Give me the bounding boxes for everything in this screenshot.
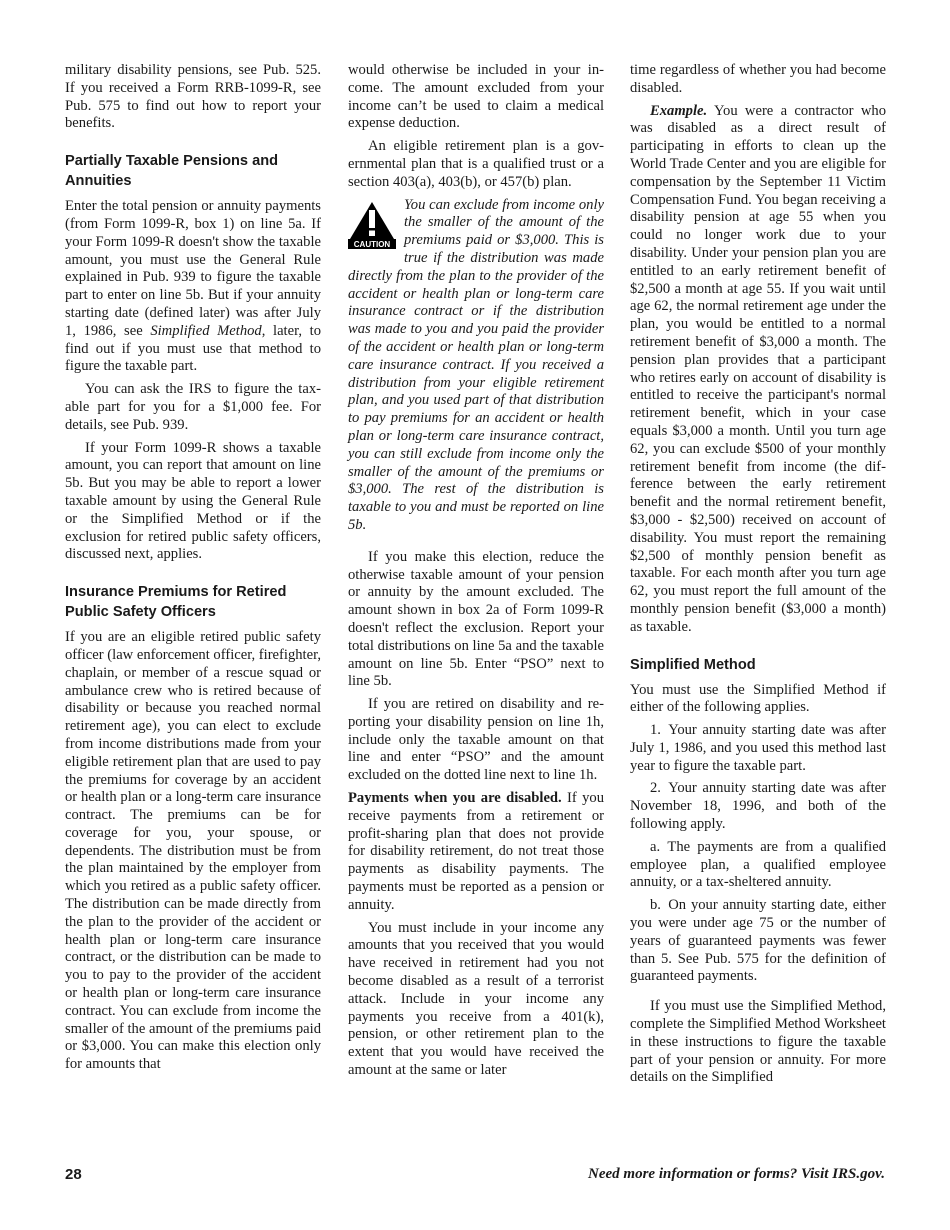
paragraph: If you are retired on disability and reporting your disability pension on line 1h, include only the taxable amount on that line and enter “PSO” and the amount excluded on the dotted line next to line 1h. [348, 696, 604, 784]
paragraph: If your Form 1099-R shows a taxable amount, you can report that amount on line 5b. But you may be able to report a lower taxable amount by using the General Rule or the Simplified Method or if the exclusion for retired public safety officers, discussed next, applies. [65, 439, 321, 563]
paragraph [348, 790, 604, 915]
text: If you receive payments from a retirement or profit-sharing plan that does not provide for disability retirement, do not treat those payments as disability payments. The payments must be reported as a pension or annuity. [348, 790, 604, 913]
caution-icon [348, 201, 396, 249]
paragraph [630, 103, 886, 637]
column-2 [348, 62, 604, 1085]
text: , later, to find out if you must use that method to figure the taxable part. [65, 322, 321, 375]
heading-simplified-method: Simplified Method [630, 656, 756, 673]
footer-note: Need more information or forms? Visit IRS.gov. [588, 1166, 885, 1182]
paragraph: If you must use the Simplified Method, complete the Simplified Method Worksheet in these instructions to figure the taxable part of your pension or annuity. For more details on the Simplified [630, 998, 886, 1086]
column-1 [65, 62, 321, 1079]
caution-box [348, 197, 604, 535]
runin-heading-disabled: Payments when you are disabled. [348, 790, 562, 807]
list-item: a. The payments are from a qualified employee plan, a qualified employee annuity, or a tax-sheltered annuity. [630, 838, 886, 891]
list-item: 2. Your annuity starting date was after November 18, 1996, and both of the following apply. [630, 780, 886, 833]
runin-heading-example: Example. [650, 102, 708, 119]
text: You were a contractor who was disabled as a direct result of participating in efforts to clean up the World Trade Center and you are eligible for compensation by the September 11 Victim Compensation Fund. You began receiving a disability pension at age 55 when you could no longer work due to your disability. Under your pension plan you are entitled to an early retirement benefit of $2,500 a month at age 55. If you wait until age 62, the normal retirement age under the plan, you would be entitled to a normal retirement benefit of $3,000 a month. The pension plan provides that a participant who retires early on account of disability is entitled to receive the participant's normal retirement benefit, which in your case equals $3,000 a month. Until you turn age 62, you can exclude $500 of your monthly retirement benefit from income (the difference between the early retirement benefit and the normal retirement benefit, $3,000 - $2,500) received on account of disability. You must report the remaining $2,500 of monthly pension benefit as taxable. For each month after you turn age 62, you must report the full amount of the monthly pension benefit ($3,000 a month) as taxable. [630, 102, 886, 635]
paragraph: If you make this election, reduce the otherwise taxable amount of your pension or annuity by the amount excluded. The amount shown in box 2a of Form 1099-R doesn't reflect the exclusion. Report your total distributions on line 5a and the taxable amount on line 5b. Enter “PSO” next to line 5b. [348, 548, 604, 690]
paragraph: An eligible retirement plan is a governmental plan that is a qualified trust or a section 403(a), 403(b), or 457(b) plan. [348, 138, 604, 190]
paragraph: You must use the Simplified Method if either of the following applies. [630, 681, 886, 716]
caution-label: CAUTION [353, 239, 391, 249]
paragraph: If you are an eligible retired public safety officer (law enforcement officer, firefighter, chaplain, or member of a rescue squad or ambulance crew who is retired because of disability or because you reached normal retirement age), you can elect to exclude from income distributions made from your eligible retirement plan that are used to pay the premiums for coverage by an accident or health plan or a long-term care insurance contract. The premiums can be for coverage for you, your spouse, or dependents. The distribution must be from the plan maintained by the employer from which you retired as a public safety officer. The distribution can be made directly from the plan to the provider of the accident or health plan or long-term care insurance contract, or the distribution can be made to you to pay to the provider of the accident or health plan or long-term care insurance contract. You can exclude from income the smaller of the amount of the premiums paid or $3,000. You can make this election only for amounts that [65, 629, 321, 1073]
paragraph: would otherwise be included in your income. The amount excluded from your income can’t be used to claim a medical expense deduction. [348, 62, 604, 132]
paragraph: military disability pensions, see Pub. 525. If you received a Form RRB-1099-R, see Pub. 575 to find out how to report your benefits. [65, 62, 321, 132]
paragraph: You can ask the IRS to figure the taxable part for you for a $1,000 fee. For details, see Pub. 939. [65, 381, 321, 433]
list-item: 1. Your annuity starting date was after July 1, 1986, and you used this method last year to figure the taxable part. [630, 722, 886, 774]
emphasis-simplified-method: Simplified Method [150, 322, 262, 339]
column-3 [630, 62, 886, 1092]
list-item: b. On your annuity starting date, either you were under age 75 or the number of years of guaranteed payments was fewer than 5. See Pub. 575 for the definition of guaranteed payments. [630, 897, 886, 985]
heading-insurance-premiums: Insurance Premiums for Retired Public Safety Officers [65, 584, 287, 621]
paragraph: You must include in your income any amounts that you received that you would have received in retirement had you not become disabled as a result of a terrorist attack. Include in your income any payments you receive from a 401(k), pension, or other retirement plan to the extent that you would have received the amount at the same or later [348, 919, 604, 1079]
paragraph [65, 198, 321, 376]
page-number: 28 [65, 1166, 82, 1183]
caution-text: You can exclude from income only the smaller of the amount of the premiums paid or $3,000. This is true if the distribution was made directly from the plan to the provider of the accident or health plan or long-term care insurance contract or if the distribution was made to you and you paid the provider of the accident or health plan or long-term care insurance contract. If you received a distribution from your eligible retirement plan, and you used part of that distribution to pay premiums for an accident or health plan or long-term care insurance contract, you can still exclude from income only the smaller of the amount of the premiums or $3,000. The rest of the distribution is taxable to you and must be reported on line 5b. [348, 196, 604, 533]
text: Enter the total pension or annuity payments (from Form 1099-R, box 1) on line 5a. If your Form 1099-R doesn't show the taxable amount, you must use the General Rule explained in Pub. 939 to figure the taxable part to enter on line 5b. But if your annuity starting date (defined later) was after July 1, 1986, see [65, 198, 321, 339]
heading-partially-taxable: Partially Taxable Pensions and Annuities [65, 153, 279, 190]
paragraph: time regardless of whether you had become disabled. [630, 62, 886, 96]
